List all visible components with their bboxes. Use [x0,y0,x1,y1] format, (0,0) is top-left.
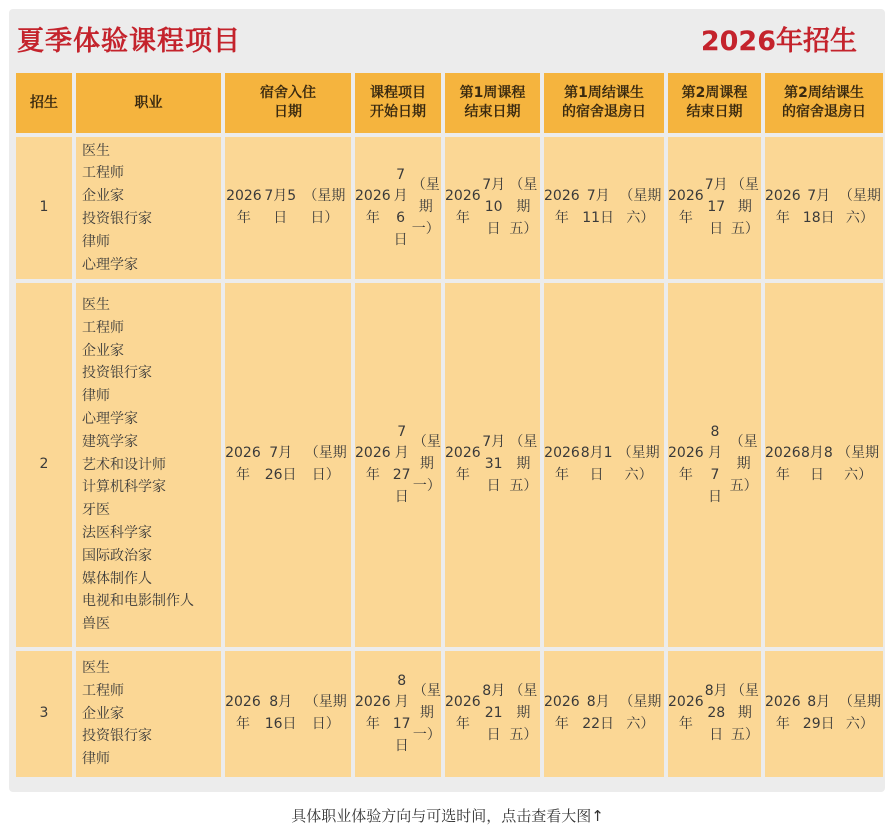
profession-item: 企业家 [82,188,124,205]
date-line: 8月21日 [482,683,506,743]
date-line: （星期五） [509,683,538,743]
date-line: 2026年 [765,188,801,226]
profession-item: 医生 [82,297,110,314]
date-line: 2026年 [226,188,262,226]
date-line: 7月18日 [802,188,835,226]
session-number: 1 [16,137,72,279]
date-line: （星期五） [730,177,759,237]
date-line: 2026年 [445,694,481,732]
profession-item: 法医科学家 [82,524,152,541]
profession-item: 律师 [82,233,110,250]
date-line: 2026年 [445,445,481,483]
date-line: 2026年 [544,694,580,732]
date-line: 2026年 [544,445,580,483]
date-line: 7月6日 [393,166,408,248]
date-cell [445,137,540,279]
date-line: 8月8日 [801,445,833,483]
date-line: 2026年 [225,445,261,483]
date-cell [355,283,441,647]
date-line: 8月28日 [704,683,728,743]
header-dorm-checkin: 宿舍入住 日期 [225,73,351,133]
header-week2-checkout: 第2周结课生 的宿舍退房日 [765,73,883,133]
profession-item: 投资银行家 [82,211,152,227]
date-line: （星期五） [729,434,758,494]
date-cell [445,283,540,647]
date-line: （星期六） [619,188,662,226]
date-cell [765,137,883,279]
profession-item: 国际政治家 [82,547,152,564]
date-cell [668,651,761,777]
date-line: 8月16日 [264,694,297,732]
date-cell [355,137,441,279]
date-line: 2026年 [355,694,391,732]
profession-item: 艺术和设计师 [82,456,166,473]
profession-item: 计算机科学家 [82,479,166,496]
profession-item: 心理学家 [82,411,138,427]
date-line: 2026年 [225,694,261,732]
date-line: 2026年 [355,188,391,226]
date-line: 7月26日 [264,445,297,483]
profession-item: 媒体制作人 [82,570,152,587]
date-line: （星期日） [304,445,347,483]
date-line: 7月17日 [704,177,728,237]
date-cell [355,651,441,777]
date-line: （星期日） [303,188,346,226]
profession-item: 牙医 [82,502,110,519]
date-cell [225,651,351,777]
date-cell [445,651,540,777]
profession-item: 医生 [82,660,110,676]
page-title: 夏季体验课程项目 [17,26,241,57]
date-cell [668,137,761,279]
date-line: 7月5日 [264,188,297,226]
date-cell [668,283,761,647]
date-line: （星期五） [730,683,759,743]
header-profession: 职业 [76,73,221,133]
date-line: 7月10日 [482,177,506,237]
date-line: （星期六） [837,445,880,483]
profession-item: 工程师 [82,682,124,699]
date-cell [225,137,351,279]
profession-item: 电视和电影制作人 [82,593,194,610]
date-line: （星期六） [619,694,662,732]
profession-list [76,651,221,777]
header-week1-end: 第1周课程 结束日期 [445,73,540,133]
header-week2-end: 第2周课程 结束日期 [668,73,761,133]
profession-item: 心理学家 [82,256,138,273]
date-cell [765,651,883,777]
date-line: 8月7日 [707,423,722,505]
date-line: （星期一） [412,683,441,743]
date-cell [544,137,664,279]
date-line: 2026年 [445,188,481,226]
profession-list [76,137,221,279]
image-caption-link[interactable]: 具体职业体验方向与可选时间，点击查看大图↑ [291,807,604,825]
profession-item: 律师 [82,388,110,405]
date-line: 2026年 [668,188,704,226]
date-line: 7月11日 [582,188,615,226]
date-line: （星期六） [617,445,660,483]
schedule-image[interactable] [9,9,885,792]
date-line: 7月31日 [482,434,506,494]
profession-item: 企业家 [82,342,124,359]
profession-item: 兽医 [82,616,110,633]
date-line: 2026年 [355,445,391,483]
date-line: （星期六） [838,694,881,732]
session-number: 3 [16,651,72,777]
profession-item: 工程师 [82,165,124,182]
date-cell [544,651,664,777]
date-cell [544,283,664,647]
date-line: 8月22日 [582,694,615,732]
profession-item: 律师 [82,751,110,768]
profession-item: 医生 [82,142,110,159]
date-line: （星期五） [509,177,538,237]
profession-item: 建筑学家 [82,433,138,450]
profession-item: 工程师 [82,319,124,336]
date-line: （星期一） [411,177,440,237]
date-line: 8月17日 [392,672,411,754]
date-line: （星期五） [509,434,538,494]
enrollment-year-label: 2026年招生 [700,26,857,57]
profession-item: 投资银行家 [82,728,152,745]
date-cell [765,283,883,647]
session-number: 2 [16,283,72,647]
date-line: （星期六） [838,188,881,226]
date-line: 2026年 [765,445,801,483]
profession-item: 投资银行家 [82,365,152,382]
date-line: 8月29日 [802,694,835,732]
date-line: 2026年 [765,694,801,732]
profession-item: 企业家 [82,705,124,722]
date-line: 2026年 [544,188,580,226]
date-line: 7月27日 [392,423,411,505]
header-week1-checkout: 第1周结课生 的宿舍退房日 [544,73,664,133]
date-cell [225,283,351,647]
date-line: （星期一） [412,434,441,494]
date-line: 2026年 [668,445,704,483]
date-line: （星期日） [304,694,347,732]
date-line: 2026年 [668,694,704,732]
profession-list [76,283,221,647]
header-program-start: 课程项目 开始日期 [355,73,441,133]
date-line: 8月1日 [580,445,613,483]
header-session: 招生 [16,73,72,133]
schedule-table [16,73,883,777]
